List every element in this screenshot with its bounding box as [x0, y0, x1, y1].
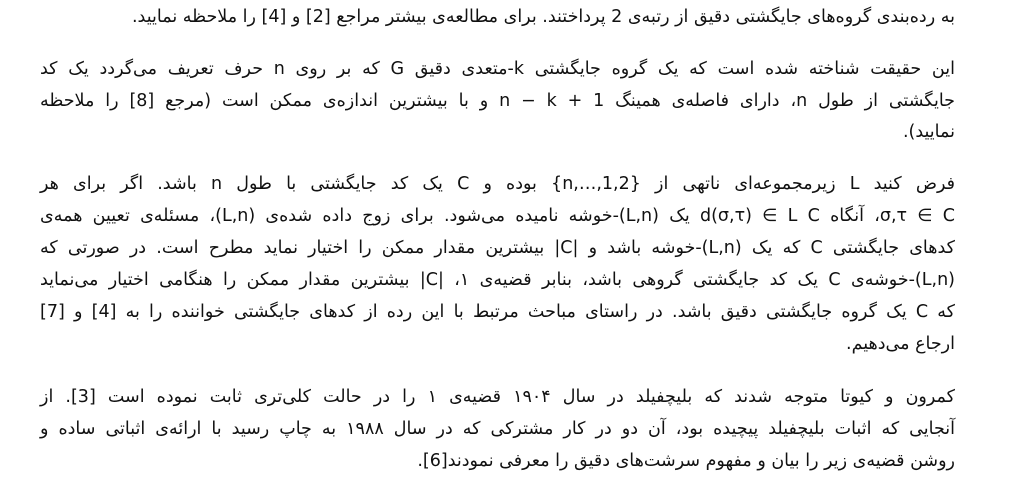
paragraph-2-line-3: نمایید).: [902, 122, 955, 142]
paragraph-4-line-2: آنجایی که اثبات بلیچفیلد پیچیده بود، آن دو در کار مشترکی که در سال ۱۹۸۸ به چاپ رسید با ارائه‌ی اثباتی ساده و: [40, 419, 956, 439]
paragraph-1-line-1: به ردەبندی گروەهای جایگشتی دقیق از رتبه‌ی 2 پرداختند. برای مطالعه‌ی بیشتر مراجع [2] و [4] را ملاحظه نمایید.: [131, 7, 955, 27]
paragraph-3-line-2: σ,τ ∈ C، آنگاه d(σ,τ) ∈ L C یک (L,n)-خوشه نامیده می‌شود. برای زوج داده شده‌ی (L,n)، مسئله‌ی تعیین همه‌ی: [40, 206, 955, 226]
paragraph-2-line-2: جایگشتی از طول n، دارای فاصله‌ی همینگ n − k + 1 و با بیشترین اندازه‌ی ممکن است (مرجع [8] را ملاحظه: [40, 91, 955, 111]
paragraph-3-line-3: کدهای جایگشتی C که یک (L,n)-خوشه باشد و |C| بیشترین مقدار ممکن را اختیار نماید مطرح است. در صورتی که: [40, 238, 955, 258]
paragraph-3-line-5: که C یک گروه جایگشتی دقیق باشد. در راستای مباحث مرتبط با این رده از کدهای جایگشتی خواننده را به [4] و [7]: [40, 302, 956, 322]
paragraph-2-line-1: این حقیقت شناخته شده است که یک گروه جایگشتی k-متعدی دقیق G که بر روی n حرف تعریف می‌گردد یک کد: [40, 59, 955, 79]
paragraph-3-line-4: (L,n)-خوشه‌ی C یک کد جایگشتی گروهی باشد، بنابر قضیه‌ی ۱، |C| بیشترین مقدار ممکن را هنگامی اختیار می‌نماید: [40, 270, 955, 290]
paragraph-3-line-1: فرض کنید L زیرمجموعه‌ای ناتهی از {1,2,…,n} بوده و C یک کد جایگشتی با طول n باشد. اگر برای هر: [40, 174, 955, 194]
paragraph-4-line-3: روشن قضیه‌ی زیر را بیان و مفهوم سرشت‌های دقیق را معرفی نمودند[6].: [417, 451, 955, 471]
paragraph-3-line-6: ارجاع می‌دهیم.: [846, 334, 955, 354]
paragraph-4-line-1: کمرون و کیوتا متوجه شدند که بلیچفیلد در سال ۱۹۰۴ قضیه‌ی ۱ را در حالت کلی‌تری ثابت نموده است [3]. از: [40, 387, 955, 407]
